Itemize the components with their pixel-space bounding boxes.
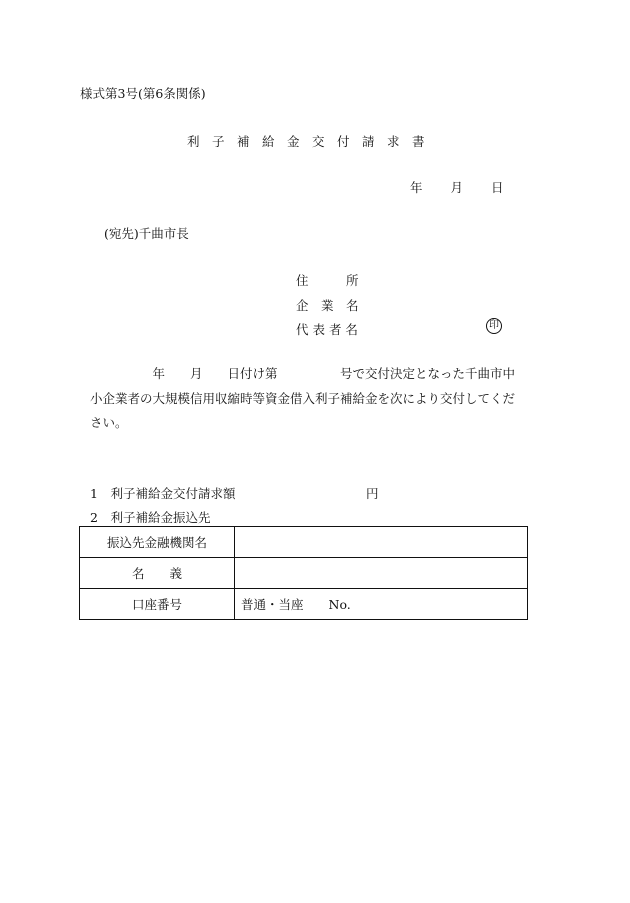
date-year: 年 [410,180,423,195]
bank-account-table [79,526,528,620]
account-holder-label: 名 義 [80,558,235,589]
document-title: 利子補給金交付請求書 [187,134,438,149]
item-1-request-amount-label: 1 利子補給金交付請求額 [90,486,236,501]
item-2-transfer-destination-label: 2 利子補給金振込先 [90,510,211,525]
date-line [410,178,504,196]
account-number-label: 口座番号 [80,589,235,620]
address-label: 住 所 [296,273,359,288]
form-number: 様式第3号(第6条関係) [80,86,206,101]
company-name-label: 企 業 名 [296,298,359,313]
account-number-field[interactable]: 普通・当座 No. [235,589,528,620]
account-holder-field[interactable] [235,558,528,589]
addressee: (宛先)千曲市長 [104,226,189,241]
table-row [80,589,528,620]
date-month: 月 [450,180,464,195]
body-text-line-2: 小企業者の大規模信用収縮時等資金借入利子補給金を次により交付してくだ [90,391,516,406]
body-text-line-3: さい。 [90,415,128,430]
bank-name-label: 振込先金融機関名 [80,527,235,558]
date-day: 日 [491,180,504,195]
body-text-line-1: 年 月 日付け第 号で交付決定となった千曲市中 [90,366,516,381]
table-row [80,558,528,589]
representative-label: 代 表 者 名 [296,322,358,337]
seal-mark: 印 [486,318,502,334]
item-1-yen-unit: 円 [366,486,379,501]
table-row [80,527,528,558]
bank-name-field[interactable] [235,527,528,558]
